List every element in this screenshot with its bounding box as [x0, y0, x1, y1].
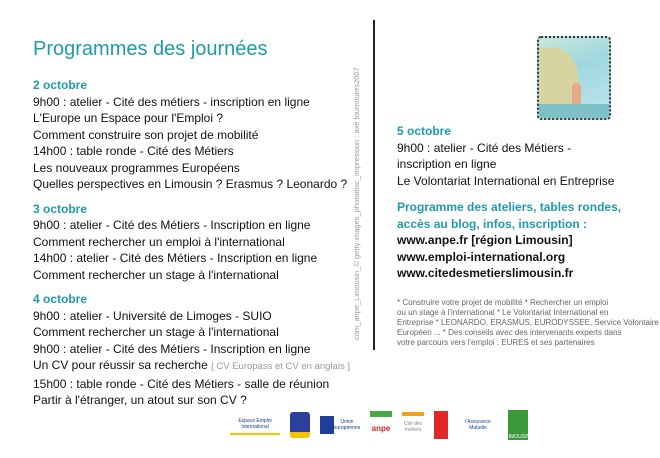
program-line: Comment construire son projet de mobilité — [33, 127, 259, 142]
program-line: 9h00 : atelier - Université de Limoges - SUIO — [33, 308, 272, 323]
program-line: Le Volontariat International en Entreprise — [397, 173, 615, 188]
day-date: 5 octobre — [397, 124, 452, 138]
program-line: 14h00 : table ronde - Cité des Métiers — [33, 144, 234, 158]
logo-assurance-maladie: l'Assurance Maladie — [465, 419, 491, 431]
day-section — [33, 201, 350, 284]
logo-anpe: anpe — [370, 411, 392, 439]
theme-line: Entreprise * LEONARDO, ERASMUS, EURODYSSEE, Service Volontaire — [397, 318, 659, 327]
logo-blue-yellow — [290, 412, 310, 438]
day-date: 4 octobre — [33, 292, 88, 306]
program-line: 9h00 : atelier - Cité des Métiers - Inscription en ligne — [33, 341, 311, 356]
divider-line — [373, 20, 375, 350]
program-left-column — [33, 77, 350, 417]
program-line-text: Un CV pour réussir sa recherche — [33, 358, 208, 372]
programme-heading: accès au blog, infos, inscription : — [397, 216, 588, 231]
theme-line: * Construire votre projet de mobilité * Rechercher un emploi — [397, 298, 609, 307]
logo-cite-des-metiers: Cité des métiers — [402, 412, 424, 438]
logo-red — [434, 411, 448, 439]
logo-limousin: LIMOUSIN — [508, 410, 528, 440]
photo-credit: com_anpe_Limousin_© getty images_photodisc_impression : axe fournitures2007 — [352, 67, 361, 340]
themes-list — [397, 298, 659, 348]
program-line: Comment rechercher un emploi à l'international — [33, 234, 285, 249]
stamp-image — [537, 36, 611, 120]
logo-espace-emploi: Espace Emploi International — [230, 415, 280, 435]
day-section — [33, 291, 350, 409]
program-line: L'Europe un Espace pour l'Emploi ? — [33, 111, 224, 125]
day-date: 2 octobre — [33, 78, 88, 92]
page-title: Programmes des journées — [33, 38, 268, 60]
program-line: Partir à l'étranger, un atout sur son CV ? — [33, 393, 247, 407]
cv-note: [ CV Europass et CV en anglais ] — [211, 361, 350, 372]
day-date: 3 octobre — [33, 201, 88, 216]
url-link[interactable]: www.anpe.fr [région Limousin] — [397, 233, 573, 247]
program-line: Les nouveaux programmes Européens — [33, 160, 240, 175]
program-line: Comment rechercher un stage à l'international — [33, 325, 279, 339]
program-line: 14h00 : atelier - Cité des Métiers - Inscription en ligne — [33, 251, 318, 265]
program-right-column — [397, 123, 621, 282]
program-line: 9h00 : atelier - Cité des métiers - inscription en ligne — [33, 94, 310, 109]
logo-eu: Union européenne — [320, 416, 360, 434]
day-section — [33, 77, 350, 193]
theme-line: Européen ... * Des conseils avec des intervenants experts dans — [397, 328, 622, 337]
program-line: 15h00 : table ronde - Cité des Métiers - salle de réunion — [33, 376, 330, 391]
programme-heading: Programme des ateliers, tables rondes, — [397, 200, 622, 214]
theme-line: ou un stage à l'international * Le Volontariat International en — [397, 308, 609, 317]
program-line: Comment rechercher un stage à l'international — [33, 267, 279, 282]
program-line: 9h00 : atelier - Cité des Métiers - Inscription en ligne — [33, 218, 311, 232]
url-link[interactable]: www.citedesmetierslimousin.fr — [397, 266, 574, 280]
program-line — [33, 357, 350, 376]
url-link[interactable]: www.emploi-international.org — [397, 249, 566, 264]
program-line: 9h00 : atelier - Cité des Métiers - — [397, 140, 572, 155]
program-line: inscription en ligne — [397, 157, 497, 171]
theme-line: votre parcours vers l'emploi : EURES et ses partenaires — [397, 338, 595, 347]
partner-logos — [230, 410, 531, 440]
program-line: Quelles perspectives en Limousin ? Erasmus ? Leonardo ? — [33, 177, 348, 191]
